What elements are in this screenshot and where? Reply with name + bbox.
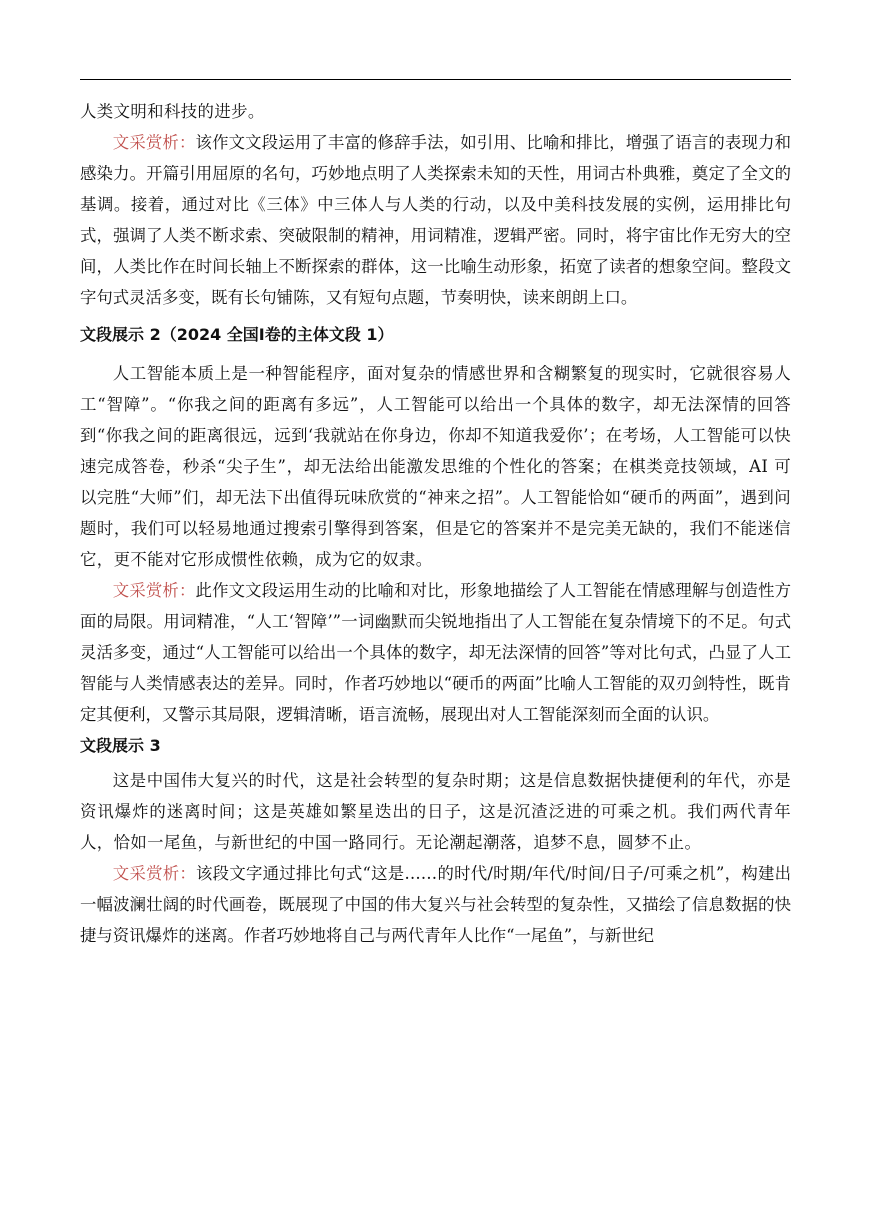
analysis-paragraph-2 bbox=[80, 575, 791, 730]
document-body bbox=[80, 96, 791, 951]
section-heading-2: 文段展示 2（2024 全国Ⅰ卷的主体文段 1） bbox=[80, 325, 394, 344]
analysis-label: 文采赏析： bbox=[112, 133, 196, 152]
analysis-text: 该段文字通过排比句式“这是……的时代/时期/年代/时间/日子/可乘之机”，构建出一幅波澜壮阔的时代画卷，既展现了中国的伟大复兴与社会转型的复杂性，又描绘了信息数据的快捷与资讯爆炸的迷离。作者巧妙地将自己与两代青年人比作“一尾鱼”，与新世纪 bbox=[80, 864, 791, 945]
section-heading-3: 文段展示 3 bbox=[80, 736, 161, 755]
analysis-paragraph-1 bbox=[80, 127, 791, 313]
analysis-text: 此作文文段运用生动的比喻和对比，形象地描绘了人工智能在情感理解与创造性方面的局限。用词精准，“人工‘智障’”一词幽默而尖锐地指出了人工智能在复杂情境下的不足。句式灵活多变，通过“人工智能可以给出一个具体的数字，却无法深情的回答”等对比句式，凸显了人工智能与人类情感表达的差异。同时，作者巧妙地以“硬币的两面”比喻人工智能的双刃剑特性，既肯定其便利，又警示其局限，逻辑清晰，语言流畅，展现出对人工智能深刻而全面的认识。 bbox=[80, 581, 792, 724]
paragraph-tail: 人类文明和科技的进步。 bbox=[80, 102, 265, 121]
passage-paragraph-3: 这是中国伟大复兴的时代，这是社会转型的复杂时期；这是信息数据快捷便利的年代，亦是资讯爆炸的迷离时间；这是英雄如繁星迭出的日子，这是沉渣泛进的可乘之机。我们两代青年人，恰如一尾鱼，与新世纪的中国一路同行。无论潮起潮落，追梦不息，圆梦不止。 bbox=[80, 771, 791, 852]
analysis-label: 文采赏析： bbox=[112, 864, 197, 883]
analysis-label: 文采赏析： bbox=[112, 581, 196, 600]
analysis-paragraph-3 bbox=[80, 858, 791, 951]
header-rule bbox=[80, 79, 791, 80]
passage-paragraph-2: 人工智能本质上是一种智能程序，面对复杂的情感世界和含糊繁复的现实时，它就很容易人工“智障”。“你我之间的距离有多远”，人工智能可以给出一个具体的数字，却无法深情的回答到“你我之间的距离很远，远到‘我就站在你身边，你却不知道我爱你’；在考场，人工智能可以快速完成答卷，秒杀“尖子生”，却无法给出能激发思维的个性化的答案；在棋类竞技领域，AI 可以完胜“大师”们，却无法下出值得玩味欣赏的“神来之招”。人工智能恰如“硬币的两面”，遇到问题时，我们可以轻易地通过搜索引擎得到答案，但是它的答案并不是完美无缺的，我们不能迷信它，更不能对它形成惯性依赖，成为它的奴隶。 bbox=[80, 364, 791, 569]
analysis-text: 该作文文段运用了丰富的修辞手法，如引用、比喻和排比，增强了语言的表现力和感染力。开篇引用屈原的名句，巧妙地点明了人类探索未知的天性，用词古朴典雅，奠定了全文的基调。接着，通过对比《三体》中三体人与人类的行动，以及中美科技发展的实例，运用排比句式，强调了人类不断求索、突破限制的精神，用词精准，逻辑严密。同时，将宇宙比作无穷大的空间，人类比作在时间长轴上不断探索的群体，这一比喻生动形象，拓宽了读者的想象空间。整段文字句式灵活多变，既有长句铺陈，又有短句点题，节奏明快，读来朗朗上口。 bbox=[80, 133, 792, 307]
